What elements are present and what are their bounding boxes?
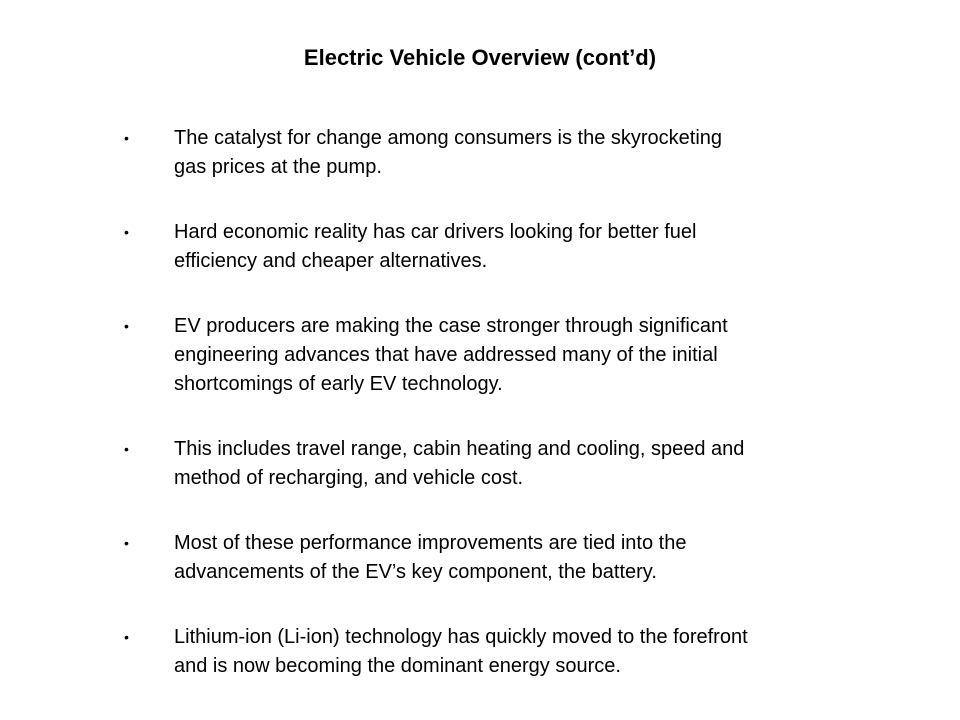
bullet-text-line: Most of these performance improvements are tied into the xyxy=(174,532,687,554)
bullet-item xyxy=(120,218,880,276)
bullet-text-line: The catalyst for change among consumers is the skyrocketing xyxy=(174,127,723,149)
bullet-text-line: engineering advances that have addressed many of the initial xyxy=(174,344,718,366)
bullet-text-line: efficiency and cheaper alternatives. xyxy=(174,250,488,272)
bullet-text-line: method of recharging, and vehicle cost. xyxy=(174,467,524,489)
bullet-item xyxy=(120,435,880,493)
bullet-text-line: gas prices at the pump. xyxy=(174,156,382,178)
bullet-icon: • xyxy=(124,318,129,334)
bullet-text-line: shortcomings of early EV technology. xyxy=(174,373,503,395)
bullet-text-line: Hard economic reality has car drivers looking for better fuel xyxy=(174,221,697,243)
bullet-text-line: and is now becoming the dominant energy source. xyxy=(174,655,621,677)
bullet-text-line: This includes travel range, cabin heating and cooling, speed and xyxy=(174,438,745,460)
bullet-icon: • xyxy=(124,441,129,457)
bullet-icon: • xyxy=(124,130,129,146)
bullet-icon: • xyxy=(124,629,129,645)
bullet-item xyxy=(120,623,880,681)
bullet-text-line: Lithium-ion (Li-ion) technology has quickly moved to the forefront xyxy=(174,626,748,648)
bullet-icon: • xyxy=(124,535,129,551)
bullet-item xyxy=(120,124,880,182)
bullet-item xyxy=(120,529,880,587)
bullet-text-line: advancements of the EV’s key component, the battery. xyxy=(174,561,657,583)
bullet-list xyxy=(120,124,880,681)
bullet-icon: • xyxy=(124,224,129,240)
slide-title: Electric Vehicle Overview (cont’d) xyxy=(303,45,657,70)
bullet-text-line: EV producers are making the case stronger through significant xyxy=(174,315,728,337)
bullet-item xyxy=(120,312,880,399)
